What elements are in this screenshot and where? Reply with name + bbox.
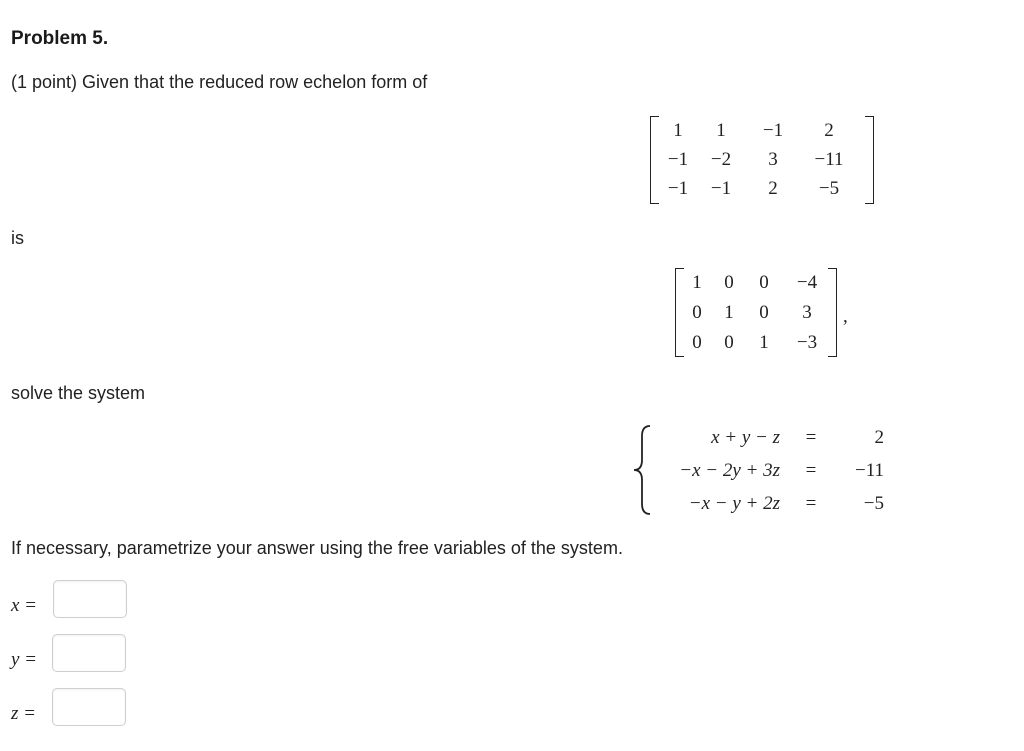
x-answer-input[interactable]	[53, 580, 127, 618]
matrix-a-cell: 1	[673, 119, 683, 141]
matrix-a-cell: 2	[824, 119, 834, 141]
matrix-a-cell: 3	[768, 148, 778, 170]
rref-cell: 1	[692, 272, 702, 293]
y-answer-input[interactable]	[52, 634, 126, 672]
equals-sign: =	[805, 426, 817, 448]
rref-comma: ,	[843, 306, 848, 327]
equation-rhs: 2	[874, 426, 884, 448]
rref-cell: −3	[796, 332, 818, 353]
z-answer-input[interactable]	[52, 688, 126, 726]
rref-cell: 0	[724, 272, 734, 293]
rref-cell: 0	[692, 332, 702, 353]
equation-system	[652, 421, 884, 520]
rref-cell: 0	[759, 302, 769, 323]
problem-title: Problem 5.	[11, 28, 109, 49]
rref-cell: 3	[802, 302, 812, 323]
equation-lhs: −x − y + 2z	[688, 492, 780, 514]
equals-sign: =	[805, 459, 817, 481]
equation-lhs: −x − 2y + 3z	[679, 459, 780, 481]
rref-cell: 1	[759, 332, 769, 353]
matrix-a-cell: 2	[768, 177, 778, 199]
y-answer-label: y =	[11, 649, 38, 670]
rref-cell: −4	[796, 272, 818, 293]
x-answer-label: x =	[11, 595, 38, 616]
equation-rhs: −11	[854, 459, 884, 481]
is-text: is	[11, 228, 24, 248]
matrix-a-cell: −1	[762, 119, 784, 141]
matrix-a-cell: −5	[818, 177, 840, 199]
matrix-a-cell: −1	[667, 148, 689, 170]
rref-cell: 1	[724, 302, 734, 323]
matrix-a-cell: −2	[710, 148, 732, 170]
equation-rhs: −5	[863, 492, 884, 514]
left-bracket	[650, 116, 659, 204]
rref-cell: 0	[724, 332, 734, 353]
coefficient-matrix	[650, 116, 874, 204]
equation-lhs: x + y − z	[711, 426, 780, 448]
matrix-a-cell: −11	[814, 148, 844, 170]
matrix-a-cell: −1	[667, 177, 689, 199]
z-answer-label: z =	[11, 703, 36, 724]
rref-matrix	[675, 268, 837, 357]
rref-cell: 0	[759, 272, 769, 293]
equals-sign: =	[805, 492, 817, 514]
matrix-a-cell: 1	[716, 119, 726, 141]
solve-text: solve the system	[11, 383, 146, 403]
right-bracket	[865, 116, 874, 204]
matrix-a-cell: −1	[710, 177, 732, 199]
problem-intro: (1 point) Given that the reduced row echelon form of	[11, 72, 428, 92]
system-brace	[630, 424, 654, 516]
instruction-text: If necessary, parametrize your answer using the free variables of the system.	[11, 538, 623, 558]
rref-cell: 0	[692, 302, 702, 323]
